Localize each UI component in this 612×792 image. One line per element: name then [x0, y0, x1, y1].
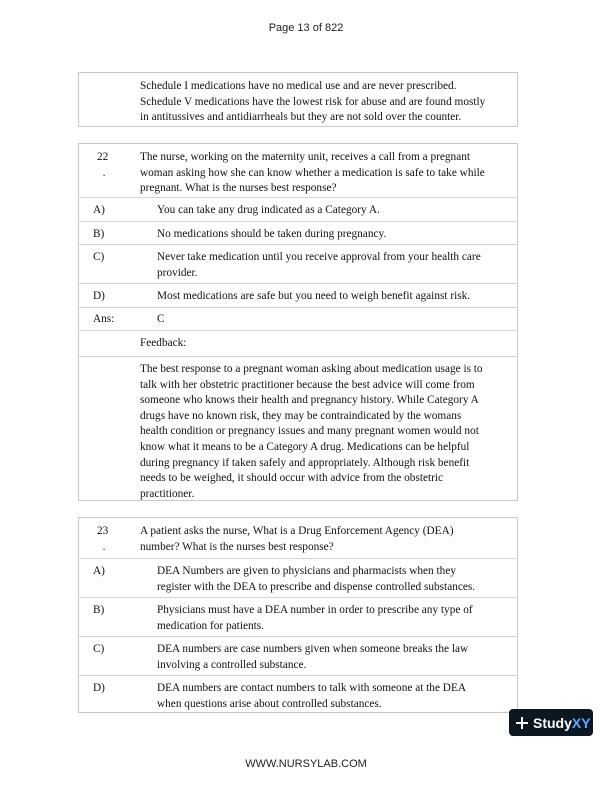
question-23-stem-row — [79, 518, 517, 558]
option-row — [79, 244, 517, 283]
option-text: No medications should be taken during pregnancy. — [157, 228, 387, 240]
page-number: Page 13 of 822 — [268, 22, 344, 34]
question-number-value: 23 — [97, 525, 109, 537]
answer-row — [79, 307, 517, 330]
text-line: when questions arise about controlled substances. — [157, 697, 382, 710]
text-line: involving a controlled substance. — [157, 658, 307, 671]
option-text: You can take any drug indicated as a Category A. — [157, 204, 380, 216]
text-line: practitioner. — [140, 487, 195, 500]
question-23-block — [78, 517, 518, 713]
text-line: provider. — [157, 266, 198, 279]
badge-brand-suffix: XY — [571, 714, 591, 731]
question-text — [140, 150, 507, 197]
question-text — [140, 524, 507, 555]
feedback-text — [140, 362, 493, 502]
text-line: DEA numbers are case numbers given when someone breaks the law — [157, 643, 469, 655]
text-line: needs to be weighed, it should occur with advice from the obstetric — [140, 472, 444, 485]
studyxy-badge[interactable] — [509, 709, 593, 736]
option-label: C) — [93, 643, 105, 655]
option-text — [157, 564, 507, 595]
option-label: D) — [93, 682, 105, 694]
text-line: DEA numbers are contact numbers to talk with someone at the DEA — [157, 682, 467, 694]
option-label: A) — [93, 204, 105, 216]
option-label: B) — [93, 604, 105, 616]
text-line: know what it means to be a Category A drug. Medications can be helpful — [140, 440, 470, 453]
text-line: drugs have no known risk, they may be contraindicated by the womans — [140, 409, 462, 422]
text-line: during pregnancy if taken safely and appropriately. Although risk benefit — [140, 456, 470, 469]
question-22-block — [78, 143, 518, 501]
text-line: The best response to a pregnant woman asking about medication usage is to — [140, 363, 483, 375]
text-line: someone who knows their health and pregnancy history. While Category A — [140, 394, 479, 407]
text-line: DEA Numbers are given to physicians and pharmacists when they — [157, 565, 456, 577]
feedback-label-row — [79, 330, 517, 356]
previous-question-block — [78, 72, 518, 127]
text-line: in antitussives and antidiarrheals but they are not sold over the counter. — [140, 111, 462, 124]
question-number-dot: . — [102, 166, 106, 179]
text-line: Schedule V medications have the lowest risk for abuse and are found mostly — [140, 95, 486, 108]
text-line: number? What is the nurses best response? — [140, 540, 334, 553]
text-line: health condition or pregnancy issues and many pregnant women would not — [140, 425, 479, 438]
option-text — [157, 603, 507, 634]
previous-feedback-text — [140, 79, 493, 126]
text-line: woman asking how she can know whether a medication is safe to take while — [140, 166, 485, 179]
option-label: D) — [93, 290, 105, 302]
option-text — [157, 642, 507, 673]
option-text — [157, 250, 507, 281]
question-22-stem-row — [79, 144, 517, 197]
text-line: talk with her obstetric practitioner because the best advice will come from — [140, 378, 475, 391]
option-row — [79, 636, 517, 675]
option-row — [79, 558, 517, 597]
text-line: The nurse, working on the maternity unit, receives a call from a pregnant — [140, 151, 471, 163]
option-label: B) — [93, 228, 105, 240]
option-row — [79, 675, 517, 712]
question-number — [97, 524, 115, 555]
text-line: Physicians must have a DEA number in order to prescribe any type of — [157, 604, 473, 616]
feedback-row — [79, 356, 517, 500]
feedback-label: Feedback: — [140, 337, 187, 349]
question-number-dot: . — [102, 540, 106, 553]
badge-brand: Study — [533, 714, 572, 731]
option-label: A) — [93, 565, 105, 577]
option-label: C) — [93, 251, 105, 263]
answer-value: C — [157, 313, 165, 325]
site-footer: WWW.NURSYLAB.COM — [245, 758, 367, 770]
question-number-value: 22 — [97, 151, 109, 163]
text-line: pregnant. What is the nurses best response? — [140, 182, 337, 195]
answer-label: Ans: — [93, 313, 115, 325]
option-text — [157, 681, 507, 712]
text-line: register with the DEA to prescribe and dispense controlled substances. — [157, 580, 476, 593]
option-row — [79, 221, 517, 244]
text-line: Schedule I medications have no medical use and are never prescribed. — [140, 80, 457, 92]
plus-icon — [516, 717, 528, 729]
option-row — [79, 597, 517, 636]
text-line: medication for patients. — [157, 619, 264, 632]
option-row — [79, 283, 517, 307]
option-text: Most medications are safe but you need to weigh benefit against risk. — [157, 290, 471, 302]
text-line: Never take medication until you receive approval from your health care — [157, 251, 481, 263]
previous-feedback-row — [79, 73, 517, 126]
question-number — [97, 150, 115, 181]
option-row — [79, 197, 517, 221]
text-line: A patient asks the nurse, What is a Drug Enforcement Agency (DEA) — [140, 525, 454, 537]
